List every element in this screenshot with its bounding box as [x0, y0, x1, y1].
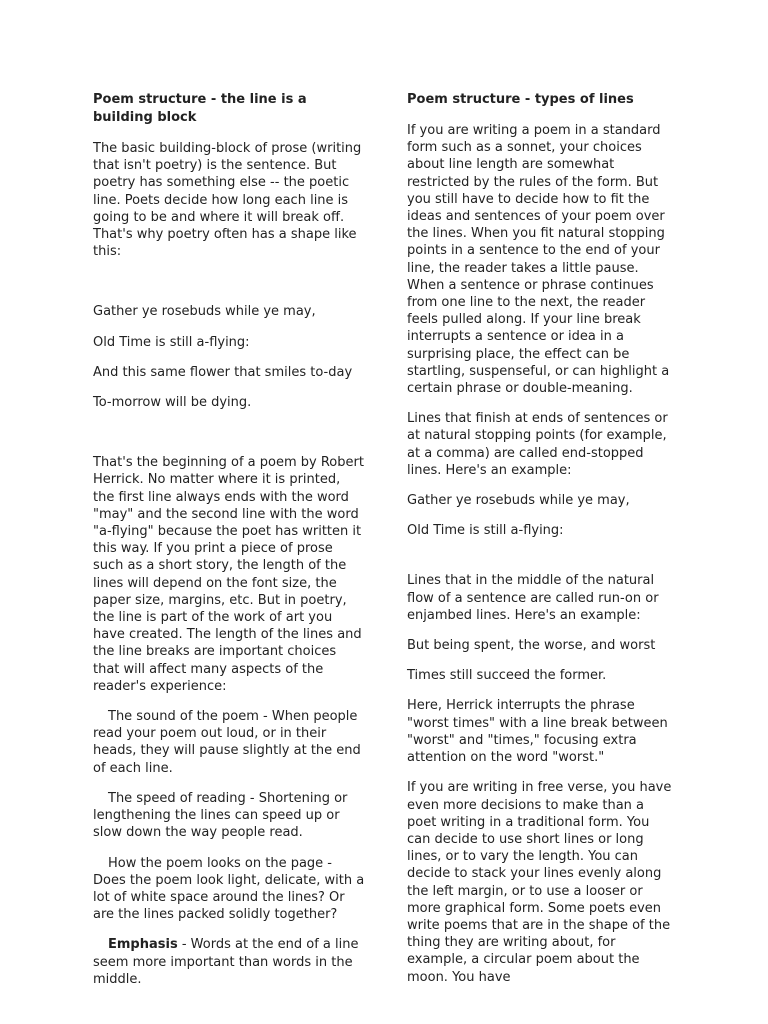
herrick-paragraph: Here, Herrick interrupts the phrase "worst times" with a line break between "worst" and "times," focusing extra attention on the word "worst."	[407, 698, 668, 766]
emphasis-term: Emphasis	[108, 937, 178, 953]
intro-paragraph: The basic building-block of prose (writing that isn't poetry) is the sentence. But poetry has something else -- the poetic line. Poets decide how long each line is going to be and where it will break off. That's why poetry often has a shape like this:	[93, 141, 362, 260]
right-heading: Poem structure - types of lines	[407, 92, 634, 107]
aspect-speed: The speed of reading - Shortening or lengthening the lines can speed up or slow down the way people read.	[93, 790, 348, 841]
aspect-emphasis	[93, 936, 365, 988]
enjambed-paragraph: Lines that in the middle of the natural flow of a sentence are called run-on or enjambed lines. Here's an example:	[407, 573, 659, 623]
example-line: But being spent, the worse, and worst	[407, 638, 656, 654]
spacer	[93, 424, 365, 454]
poem-line: To-morrow will be dying.	[93, 395, 252, 411]
example-line: Old Time is still a-flying:	[407, 523, 564, 539]
explanation-paragraph: That's the beginning of a poem by Robert Herrick. No matter where it is printed, the first line always ends with the word "may" and the second line with the word "a-flying" because the poet has written it this way. If you print a piece of prose such as a short story, the length of the lines will depend on the font size, the paper size, margins, etc. But in poetry, the line is part of the work of art you have created. The length of the lines and the line breaks are important choices that will affect many aspects of the reader's experience:	[93, 455, 364, 694]
emphasis-text: - Words at the end of a line seem more important than words in the middle.	[93, 937, 359, 987]
left-heading: Poem structure - the line is a building block	[93, 92, 307, 125]
right-column	[407, 91, 675, 999]
left-column	[93, 91, 365, 1001]
example-line: Times still succeed the former.	[407, 668, 607, 684]
poem-line: And this same flower that smiles to-day	[93, 364, 353, 380]
example-line: Gather ye rosebuds while ye may,	[407, 493, 630, 509]
aspect-sound: The sound of the poem - When people read your poem out loud, or in their heads, they will pause slightly at the end of each line.	[93, 709, 361, 776]
poem-line: Gather ye rosebuds while ye may,	[93, 304, 316, 320]
end-stopped-paragraph: Lines that finish at ends of sentences or at natural stopping points (for example, at a comma) are called end-stopped lines. Here's an example:	[407, 411, 668, 478]
free-verse-paragraph: If you are writing in free verse, you have even more decisions to make than a poet writing in a traditional form. You can decide to use short lines or long lines, or to vary the length. You can decide to stack your lines evenly along the left margin, or to use a looser or more graphical form. Some poets even write poems that are in the shape of the thing they are writing about, for example, a circular poem about the moon. You have	[407, 780, 672, 985]
standard-form-paragraph: If you are writing a poem in a standard form such as a sonnet, your choices about line length are somewhat restricted by the rules of the form. But you still have to decide how to fit the ideas and sentences of your poem over the lines. When you fit natural stopping points in a sentence to the end of your line, the reader takes a little pause. When a sentence or phrase continues from one line to the next, the reader feels pulled along. If your line break interrupts a sentence or idea in a surprising place, the effect can be startling, suspenseful, or can highlight a certain phrase or double-meaning.	[407, 123, 670, 397]
poem-line: Old Time is still a-flying:	[93, 334, 250, 350]
aspect-looks: How the poem looks on the page - Does the poem look light, delicate, with a lot of white space around the lines? Or are the lines packed solidly together?	[93, 855, 365, 923]
spacer	[407, 552, 675, 572]
spacer	[93, 273, 365, 303]
